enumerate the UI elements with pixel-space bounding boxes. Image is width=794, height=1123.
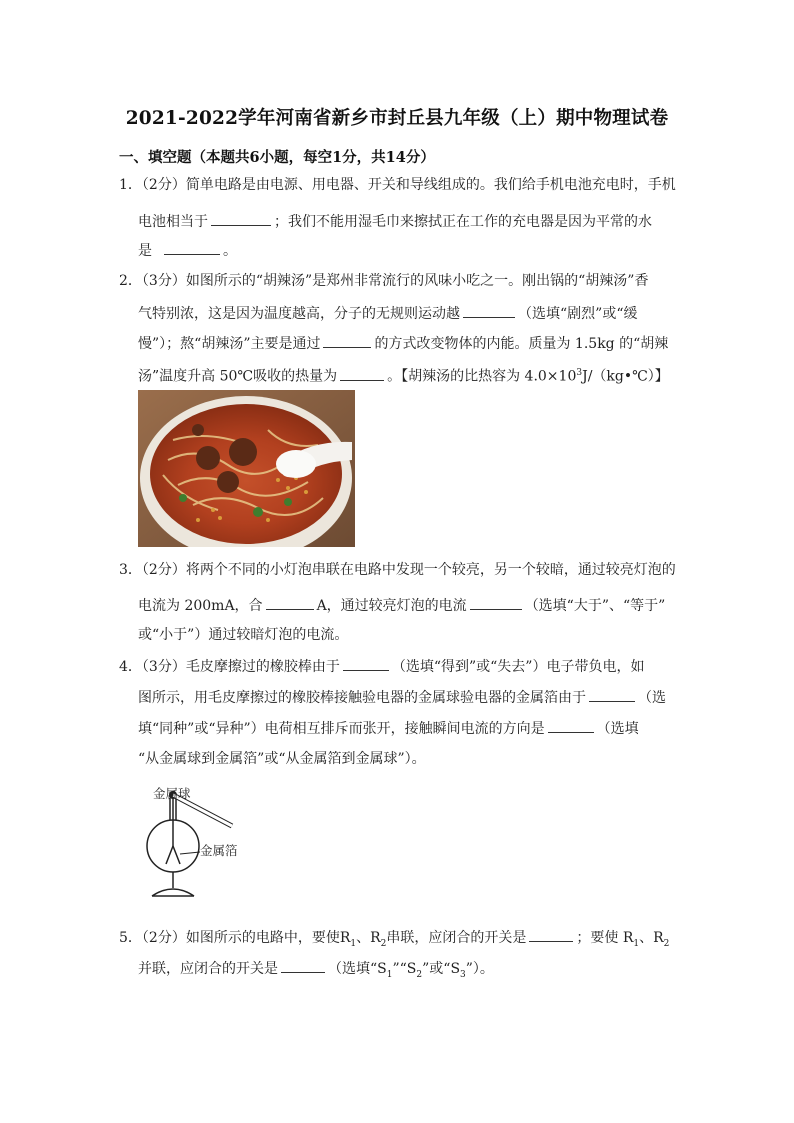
question-2-line-4 — [138, 364, 669, 386]
answer-blank — [529, 927, 573, 942]
question-3-text: （选填“大于”、“等于” — [524, 598, 666, 614]
metal-foil-label: 金属箔 — [200, 843, 238, 858]
question-2-text: J/（kg•℃）】 — [582, 368, 669, 385]
answer-blank — [266, 595, 314, 610]
question-4-text: 4．（3分）毛皮摩擦过的橡胶棒由于 — [119, 659, 340, 675]
answer-blank — [340, 366, 384, 381]
question-4-text: （选填 — [596, 721, 639, 737]
question-5-text: ”“S — [392, 961, 417, 977]
question-2-text: （选填“剧烈”或“缓 — [518, 306, 638, 322]
question-4-text: （选填“得到”或“失去”）电子带负电，如 — [391, 659, 645, 675]
question-3-text: 电流为 200mA，合 — [138, 598, 263, 614]
answer-blank — [164, 240, 220, 255]
question-3-line-1: 3．（2分）将两个不同的小灯泡串联在电路中发现一个较亮，另一个较暗，通过较亮灯泡的 — [119, 562, 676, 578]
question-1-text: ；我们不能用湿毛巾来擦拭正在工作的充电器是因为平常的水 — [274, 214, 652, 230]
subscript: 1 — [350, 938, 357, 949]
question-4-line-2 — [138, 687, 666, 707]
question-3-line-2 — [138, 595, 665, 615]
subscript: 2 — [380, 938, 387, 949]
answer-blank — [343, 656, 389, 671]
question-2-text: 气特别浓，这是因为温度越高，分子的无规则运动越 — [138, 306, 460, 322]
subscript: 1 — [633, 938, 640, 949]
hot-pepper-soup-photo — [138, 390, 355, 547]
question-1-line-2 — [138, 211, 652, 231]
question-4-text: 填“同种”或“异种”）电荷相互排斥而张开，接触瞬间电流的方向是 — [138, 721, 545, 737]
question-1-line-1: 1．（2分）简单电路是由电源、用电器、开关和导线组成的。我们给手机电池充电时，手机 — [119, 177, 676, 193]
question-3-text: A，通过较亮灯泡的电流 — [316, 598, 467, 614]
answer-blank — [211, 211, 271, 226]
question-2-line-2 — [138, 303, 637, 323]
subscript: 3 — [460, 969, 466, 980]
question-1-line-3 — [138, 240, 237, 260]
question-1-text: 。 — [223, 243, 237, 259]
page-title: 2021-2022学年河南省新乡市封丘县九年级（上）期中物理试卷 — [125, 108, 669, 129]
question-3-line-3: 或“小于”）通过较暗灯泡的电流。 — [138, 627, 349, 643]
question-5-text: 并联，应闭合的开关是 — [138, 961, 278, 977]
metal-ball-label: 金属球 — [153, 786, 191, 801]
answer-blank — [548, 718, 594, 733]
question-5-text: 、R — [639, 930, 664, 946]
question-5-text: （选填“S — [328, 961, 387, 977]
section-heading: 一、填空题（本题共6小题，每空1分，共14分） — [119, 149, 435, 166]
question-5-text: 串联，应闭合的开关是 — [386, 930, 527, 946]
question-5-line-2 — [138, 958, 494, 984]
question-5-line-1 — [119, 927, 669, 953]
answer-blank — [589, 687, 635, 702]
question-4-line-3 — [138, 718, 639, 738]
question-2-line-3 — [138, 333, 668, 353]
question-4-text: 图所示，用毛皮摩擦过的橡胶棒接触验电器的金属球验电器的金属箔由于 — [138, 690, 586, 706]
question-4-text: （选 — [638, 690, 666, 706]
question-5-text: ；要使 R — [576, 930, 634, 946]
question-2-text: 汤”温度升高 50℃吸收的热量为 — [138, 368, 338, 385]
question-2-text: 的方式改变物体的内能。质量为 1.5kg 的“胡辣 — [374, 336, 669, 352]
question-2-text: 慢”）；熬“胡辣汤”主要是通过 — [138, 336, 321, 352]
question-2-line-1: 2．（3分）如图所示的“胡辣汤”是郑州非常流行的风味小吃之一。刚出锅的“胡辣汤”香 — [119, 273, 649, 289]
question-5-text: 、R — [356, 930, 381, 946]
subscript: 2 — [416, 969, 423, 980]
question-1-text: 电池相当于 — [138, 214, 208, 230]
exponent: 3 — [576, 368, 583, 378]
answer-blank — [281, 958, 325, 973]
answer-blank — [470, 595, 522, 610]
question-4-line-4: “从金属球到金属箔”或“从金属箔到金属球”）。 — [138, 751, 426, 767]
question-5-text: 5．（2分）如图所示的电路中，要使R — [119, 930, 351, 946]
question-4-line-1 — [119, 656, 644, 676]
answer-blank — [463, 303, 515, 318]
question-1-text: 是 — [138, 243, 152, 259]
question-5-text: ”）。 — [465, 961, 494, 977]
subscript: 1 — [386, 969, 393, 980]
question-5-text: ”或“S — [422, 961, 461, 977]
question-2-text: 。【胡辣汤的比热容为 4.0×10 — [387, 368, 577, 385]
answer-blank — [323, 333, 371, 348]
subscript: 2 — [663, 938, 670, 949]
